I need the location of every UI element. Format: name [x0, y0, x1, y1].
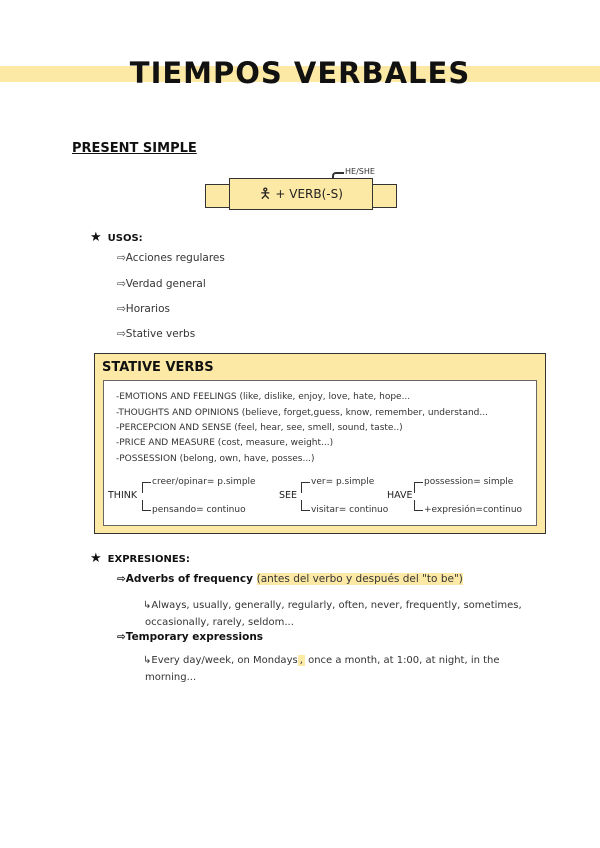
- bracket-bottom: [414, 500, 423, 511]
- verb-think: THINK: [108, 490, 138, 501]
- expresiones-heading-label: EXPRESIONES:: [107, 554, 190, 565]
- verb-see: SEE: [279, 490, 298, 501]
- formula-ribbon: [205, 178, 397, 214]
- adverbs-of-frequency: [117, 573, 463, 585]
- adverbs-label: ⇨Adverbs of frequency: [117, 573, 253, 585]
- he-she-label: HE/SHE: [345, 167, 375, 176]
- expresiones-heading: [90, 551, 190, 566]
- have-meaning-1: possession= simple: [424, 477, 514, 487]
- bracket-top: [301, 482, 310, 493]
- stative-verbs-title: STATIVE VERBS: [102, 360, 214, 375]
- formula-box: [229, 178, 373, 210]
- have-meaning-2: +expresión=continuo: [424, 505, 523, 515]
- temporary-line: [143, 652, 500, 669]
- bracket-top: [142, 482, 151, 493]
- bracket-bottom: [301, 500, 310, 511]
- page-title: TIEMPOS VERBALES: [129, 56, 471, 90]
- usos-heading: [90, 230, 143, 245]
- section-heading-present-simple: PRESENT SIMPLE: [72, 141, 197, 156]
- usos-item: ⇨Verdad general: [117, 278, 206, 290]
- temporary-comma: ,: [299, 655, 303, 666]
- temporary-line: morning...: [145, 672, 197, 683]
- usos-heading-label: USOS:: [107, 233, 143, 244]
- see-meaning-1: ver= p.simple: [311, 477, 375, 487]
- star-icon: ★: [90, 230, 102, 245]
- usos-item: ⇨Acciones regulares: [117, 252, 225, 264]
- temporary-line-part: ↳Every day/week, on Mondays: [143, 655, 298, 666]
- adverbs-line: occasionally, rarely, seldom...: [145, 617, 294, 628]
- person-icon: 🯅: [259, 186, 272, 202]
- temporary-list: [143, 652, 500, 686]
- bracket-bottom: [142, 500, 151, 511]
- stative-category: -EMOTIONS AND FEELINGS (like, dislike, enjoy, love, hate, hope...: [116, 392, 411, 402]
- stative-category: -PRICE AND MEASURE (cost, measure, weight...): [116, 438, 334, 448]
- see-meaning-2: visitar= continuo: [311, 505, 389, 515]
- formula-text: + VERB(-S): [275, 187, 343, 201]
- usos-item: ⇨Horarios: [117, 303, 170, 315]
- bracket-top: [414, 482, 423, 493]
- temporary-expressions: ⇨Temporary expressions: [117, 631, 264, 643]
- think-meaning-1: creer/opinar= p.simple: [152, 477, 256, 487]
- stative-category: -POSSESSION (belong, own, have, posses...): [116, 454, 315, 464]
- temporary-line-part: once a month, at 1:00, at night, in the: [304, 655, 500, 666]
- stative-category: -PERCEPCION AND SENSE (feel, hear, see, smell, sound, taste..): [116, 423, 403, 433]
- star-icon: ★: [90, 551, 102, 566]
- verb-have: HAVE: [387, 490, 413, 501]
- adverbs-list: [143, 597, 522, 631]
- adverbs-line: ↳Always, usually, generally, regularly, often, never, frequently, sometimes,: [143, 600, 522, 611]
- usos-item: ⇨Stative verbs: [117, 328, 196, 340]
- adverbs-note: (antes del verbo y después del "to be"): [256, 573, 463, 585]
- think-meaning-2: pensando= continuo: [152, 505, 246, 515]
- stative-category: -THOUGHTS AND OPINIONS (believe, forget,guess, know, remember, understand...: [116, 408, 488, 418]
